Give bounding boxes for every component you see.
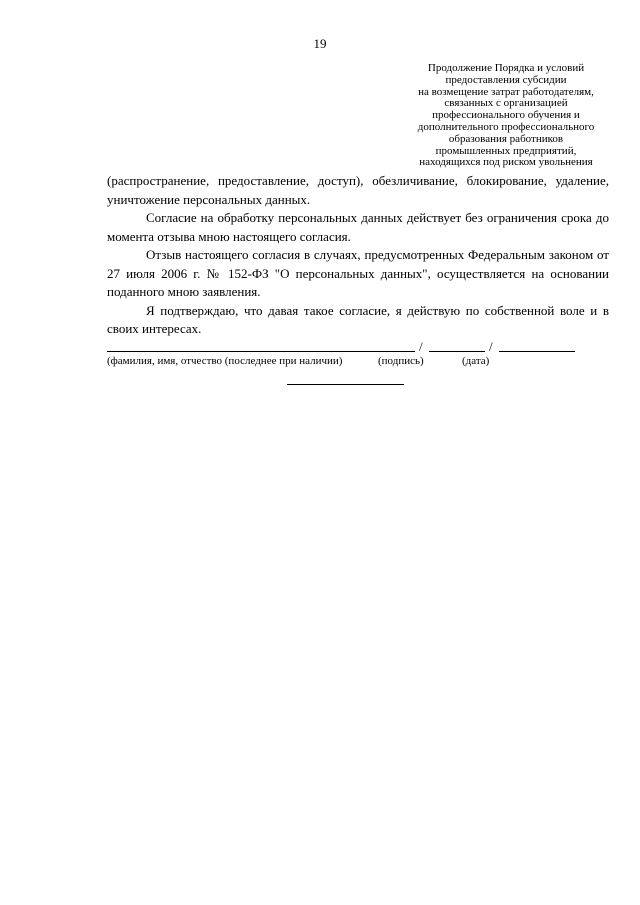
paragraph-revocation: Отзыв настоящего согласия в случаях, предусмотренных Федеральным законом от 27 июля 2006 г. № 152-ФЗ "О персональных данных", осуществляется на основании поданного мною заявления. [107, 247, 609, 299]
header-line: дополнительного профессионального [417, 120, 595, 133]
date-blank [499, 351, 575, 352]
fio-label: (фамилия, имя, отчество (последнее при наличии) [107, 355, 343, 367]
date-label: (дата) [462, 355, 490, 367]
signature-blank [429, 351, 485, 352]
page-number: 19 [313, 36, 327, 51]
header-line: образования работников [448, 132, 564, 145]
separator-slash: / [419, 339, 423, 354]
signature-line [107, 339, 577, 355]
header-line: профессионального обучения и [432, 109, 580, 122]
paragraph-continuation: (распространение, предоставление, доступ), обезличивание, блокирование, удаление, уничтожение персональных данных. [107, 173, 609, 207]
header-line: Продолжение Порядка и условий [427, 62, 585, 74]
header-line: предоставления субсидии [445, 73, 567, 86]
header-line: находящихся под риском увольнения [419, 156, 593, 169]
body-text [107, 172, 609, 339]
header-line: связанных с организацией [444, 97, 568, 110]
separator-slash: / [489, 339, 493, 354]
header-line: на возмещение затрат работодателям, [418, 85, 594, 98]
end-divider [287, 384, 404, 385]
fio-blank [107, 351, 415, 352]
paragraph-consent-term: Согласие на обработку персональных данных действует без ограничения срока до момента отзыва мною настоящего согласия. [107, 210, 609, 244]
signature-label: (подпись) [378, 355, 424, 367]
document-header [395, 63, 617, 169]
paragraph-confirmation: Я подтверждаю, что давая такое согласие, я действую по собственной воле и в своих интересах. [107, 302, 609, 336]
header-line: промышленных предприятий, [435, 144, 577, 157]
